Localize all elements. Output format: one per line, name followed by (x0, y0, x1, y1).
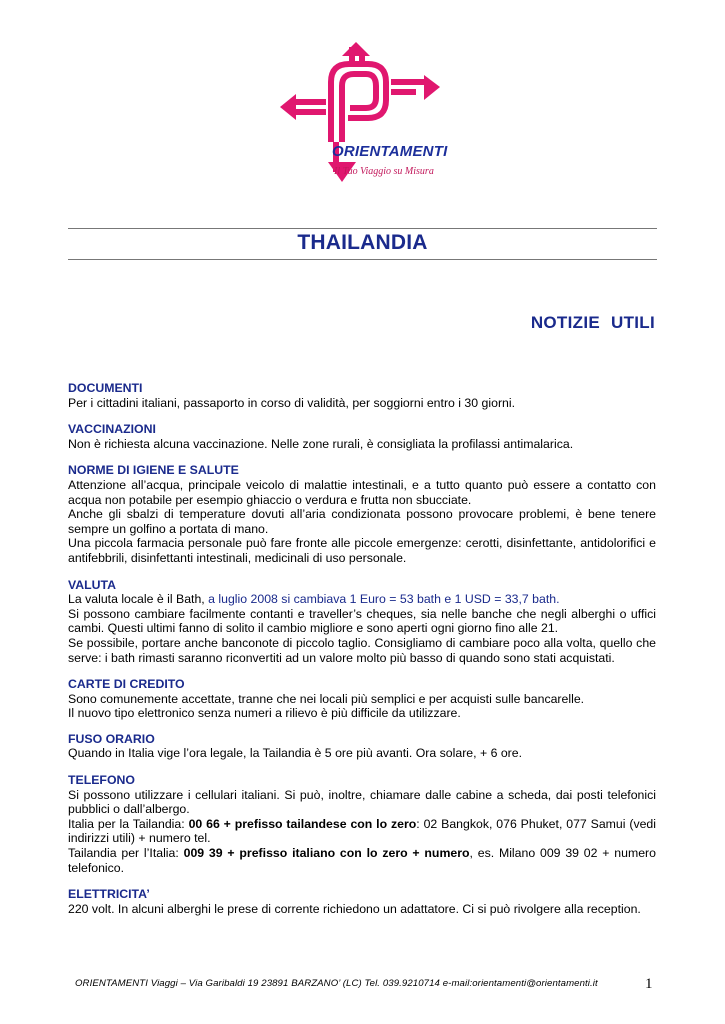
dial-detail: , es. Milano 009 39 02 + numero telefonico. (68, 846, 656, 875)
section-igiene (68, 463, 656, 565)
section-paragraph (68, 846, 656, 875)
section-valuta (68, 578, 656, 666)
section-paragraph: Sono comunemente accettate, tranne che nei locali più semplici e per acquisti sulle bancarelle. (68, 691, 585, 706)
exchange-rate: a luglio 2008 si cambiava 1 Euro = 53 bath e 1 USD = 33,7 bath. (208, 592, 560, 607)
section-elettricita (68, 887, 656, 916)
page-subtitle: NOTIZIE UTILI (530, 313, 655, 332)
footer-contact: ORIENTAMENTI Viaggi – Via Garibaldi 19 23891 BARZANO’ (LC) Tel. 039.9210714 e-mail:orientamenti@orientamenti.it (75, 978, 598, 989)
page-number: 1 (645, 976, 653, 992)
logo-name: ORIENTAMENTI (332, 143, 448, 160)
section-paragraph: Una piccola farmacia personale può fare fronte alle piccole emergenze: cerotti, disinfettante, antidolorifici e antifebbrili, disinfettanti intestinali, medicinali di uso personale. (68, 536, 656, 565)
section-carte (68, 677, 656, 721)
logo-tagline: Il Tuo Viaggio su Misura (334, 166, 434, 177)
section-heading: VALUTA (68, 577, 117, 592)
dial-code: 009 39 + prefisso italiano con lo zero + numero (183, 846, 470, 861)
section-paragraph: Se possibile, portare anche banconote di piccolo taglio. Consigliamo di cambiare poco alla volta, quello che serve: i bath rimasti saranno riconvertiti ad un valore molto più basso di quando sono stati acquistati. (68, 635, 656, 665)
section-heading: DOCUMENTI (68, 381, 143, 395)
section-paragraph: Il nuovo tipo elettronico senza numeri a rilievo è più difficile da utilizzare. (68, 706, 461, 721)
section-heading: CARTE DI CREDITO (68, 677, 185, 692)
section-paragraph: Attenzione all’acqua, principale veicolo di malattie intestinali, e a tutto quanto può essere a contatto con acqua non potabile per esempio ghiaccio o verdura e frutta non sbucciate. (68, 477, 656, 507)
section-heading: FUSO ORARIO (68, 731, 155, 746)
document-body (68, 381, 656, 928)
section-text: 220 volt. In alcuni alberghi le prese di corrente richiedono un adattatore. Ci si può rivolgere alla reception. (68, 901, 641, 916)
dial-label: Tailandia per l’Italia: (68, 846, 184, 861)
section-vaccinazioni (68, 422, 656, 451)
title-top-rule (68, 228, 657, 229)
section-paragraph (68, 592, 656, 607)
section-heading: NORME DI IGIENE E SALUTE (68, 463, 239, 478)
page-title: THAILANDIA (297, 231, 428, 254)
section-text: Per i cittadini italiani, passaporto in corso di validità, per soggiorni entro i 30 giorni. (68, 395, 516, 410)
section-fuso (68, 732, 656, 761)
section-text: Non è richiesta alcuna vaccinazione. Nelle zone rurali, è consigliata la profilassi antimalarica. (68, 436, 574, 451)
valuta-intro: La valuta locale è il Bath, (68, 592, 209, 607)
dial-label: Italia per la Tailandia: (68, 816, 189, 831)
orientamenti-logo (276, 42, 456, 184)
dial-code: 00 66 + prefisso tailandese con lo zero (188, 816, 417, 831)
section-paragraph: Si possono utilizzare i cellulari italiani. Si può, inoltre, chiamare dalle cabine a scheda, dai posti telefonici pubblici o dall’albergo. (68, 787, 656, 817)
section-heading: ELETTRICITA’ (68, 887, 150, 902)
section-telefono (68, 773, 656, 875)
section-heading: TELEFONO (68, 773, 135, 788)
section-heading: VACCINAZIONI (68, 422, 156, 437)
section-documenti (68, 381, 656, 410)
section-paragraph: Si possono cambiare facilmente contanti e traveller’s cheques, sia nelle banche che negli alberghi o uffici cambi. Questi ultimi fanno di solito il cambio migliore e sono aperti ogni giorno fino alle 21. (68, 606, 656, 636)
section-text: Quando in Italia vige l’ora legale, la Tailandia è 5 ore più avanti. Ora solare, + 6 ore. (68, 746, 523, 761)
section-paragraph (68, 817, 656, 846)
dial-detail: : 02 Bangkok, 076 Phuket, 077 Samui (vedi indirizzi utili) + numero tel. (68, 816, 657, 846)
title-bottom-rule (68, 259, 657, 260)
section-paragraph: Anche gli sbalzi di temperature dovuti all’aria condizionata possono provocare problemi, è bene tenere sempre un golfino a portata di mano. (68, 507, 656, 536)
